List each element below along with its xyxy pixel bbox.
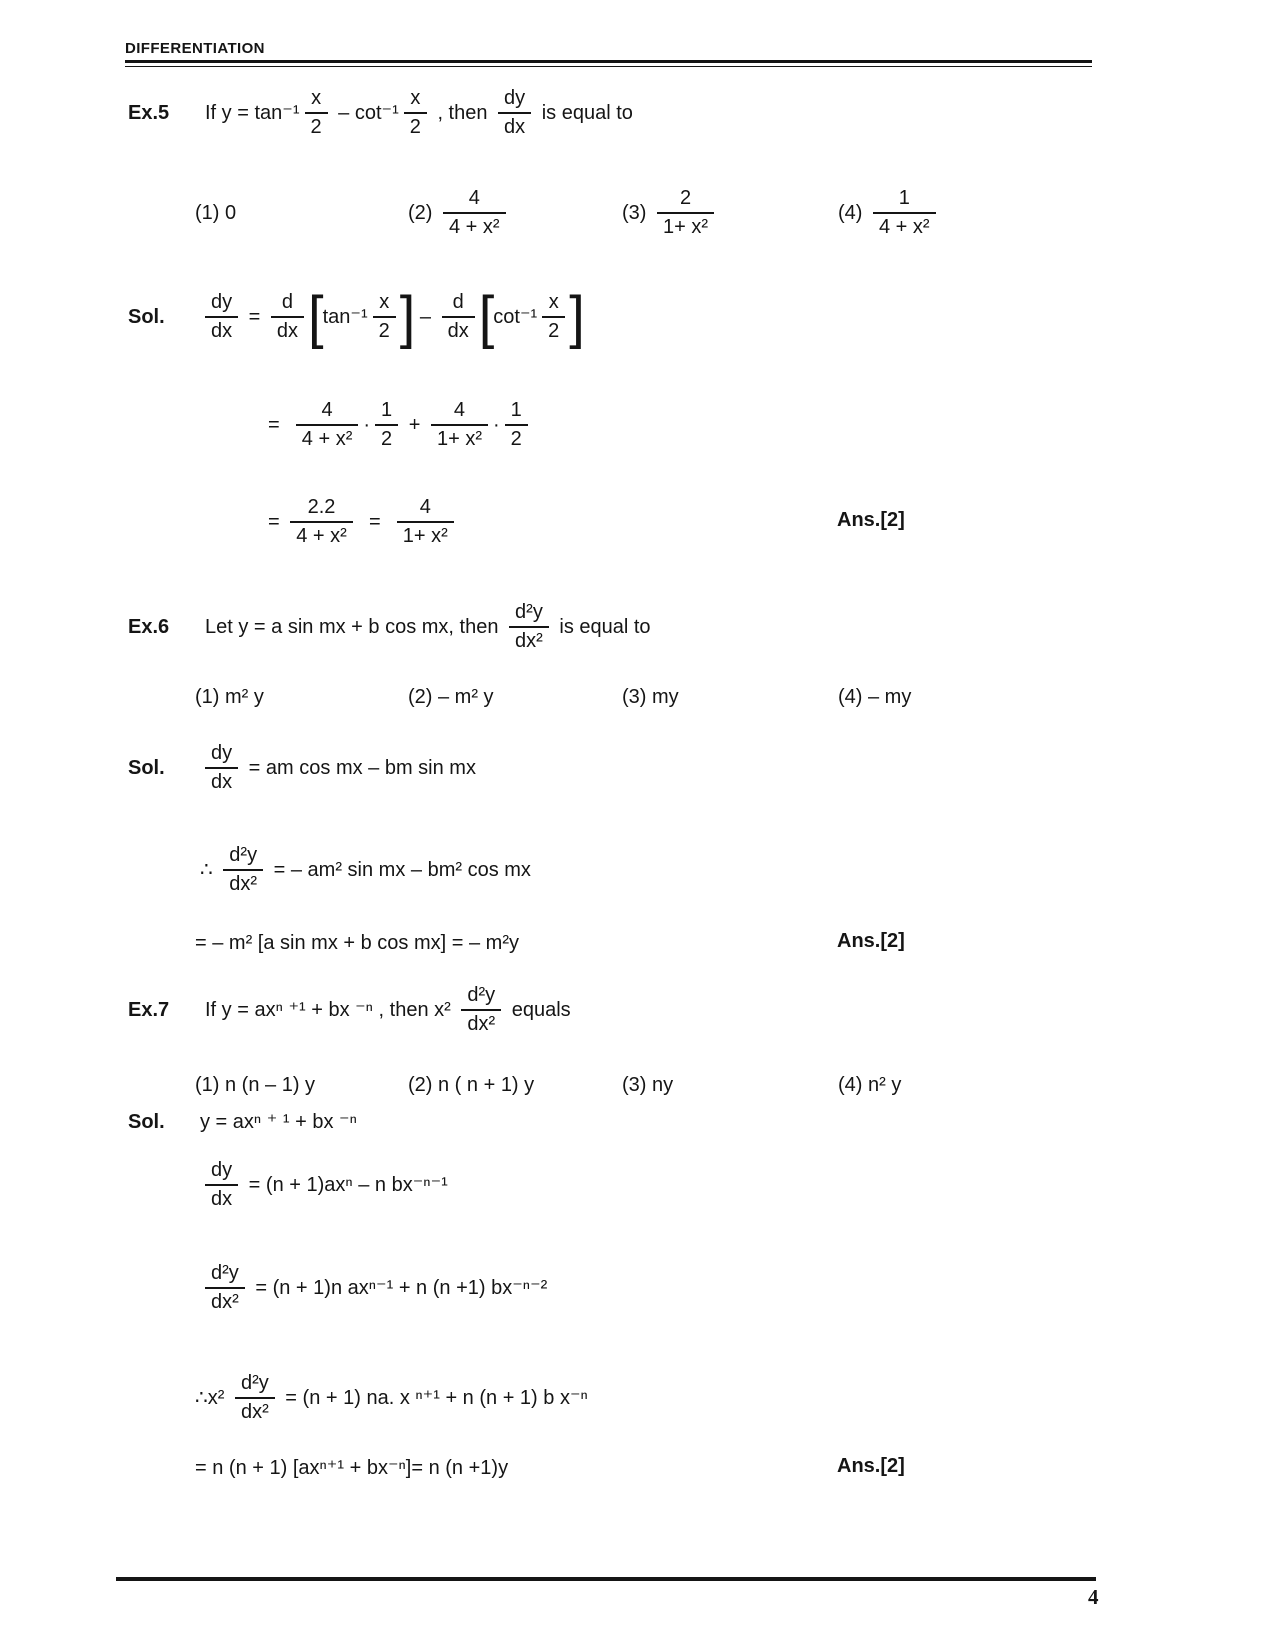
ex5-option-2 <box>408 183 511 243</box>
fraction-option: $\frac{1}{\text{4 + x²}}$ <box>873 187 936 239</box>
fraction-dy-over-dx: $\frac{dy}{dx}$ <box>205 742 238 794</box>
ex5-sol-line3 <box>268 489 459 555</box>
plus-sign: + <box>403 413 426 436</box>
ex5-sol-line1 <box>128 277 584 357</box>
ex5-question <box>128 78 633 148</box>
fraction-d2y-over-dx2: $\frac{\text{d²y}}{\text{dx²}}$ <box>205 1262 245 1314</box>
ex6-question <box>128 592 651 662</box>
option-value: n² y <box>868 1073 902 1096</box>
ex6-label: Ex.6 <box>128 615 170 638</box>
option-number: (1) <box>195 201 225 224</box>
option-value: my <box>652 685 679 708</box>
ex5-question-post: is equal to <box>536 101 633 124</box>
ex6-sol-line3-text: = – m² [a sin mx + b cos mx] = – m²y <box>195 931 519 954</box>
ex7-sol-line5 <box>195 1453 508 1483</box>
sol-label: Sol. <box>128 305 165 328</box>
ex6-sol-line1 <box>128 735 476 801</box>
ex7-sol-line1-text: y = axⁿ ⁺ ¹ + bx ⁻ⁿ <box>200 1110 357 1133</box>
right-bracket: ] <box>569 283 585 350</box>
equals-sign: = <box>268 510 286 533</box>
sol-label: Sol. <box>128 1110 165 1133</box>
left-bracket: [ <box>308 283 324 350</box>
ex6-question-pre: Let y = a sin mx + b cos mx, then <box>205 615 505 638</box>
option-number: (2) <box>408 201 438 224</box>
option-number: (4) <box>838 1073 868 1096</box>
option-number: (2) <box>408 1073 438 1096</box>
ex7-sol-line2-text: = (n + 1)axⁿ – n bx⁻ⁿ⁻¹ <box>243 1173 448 1196</box>
sol-label: Sol. <box>128 756 165 779</box>
option-number: (3) <box>622 1073 652 1096</box>
fraction-dy-over-dx: $\frac{dy}{dx}$ <box>205 291 238 343</box>
ex7-sol-line3 <box>200 1252 547 1324</box>
ex6-option-3 <box>622 682 679 712</box>
option-number: (4) <box>838 201 868 224</box>
inverse-cot-symbol: cot⁻¹ <box>493 305 538 328</box>
option-value: n ( n + 1) y <box>438 1073 535 1096</box>
ex6-option-1 <box>195 682 264 712</box>
ex5-question-pre: If y = <box>205 101 255 124</box>
ex6-sol-line2-text: = – am² sin mx – bm² cos mx <box>268 858 531 881</box>
fraction: $\frac{4}{\text{1+ x²}}$ <box>397 496 454 548</box>
fraction-d2y-over-dx2: $\frac{\text{d²y}}{\text{dx²}}$ <box>509 601 549 653</box>
ex5-option-4 <box>838 183 941 243</box>
therefore-symbol: ∴ <box>200 858 219 881</box>
page-title: DIFFERENTIATION <box>125 40 265 57</box>
fraction-d2y-over-dx2: $\frac{\text{d²y}}{\text{dx²}}$ <box>223 844 263 896</box>
ex7-question-post: equals <box>506 998 571 1021</box>
inverse-tan-symbol: tan⁻¹ <box>322 305 368 328</box>
ex7-option-4 <box>838 1070 901 1100</box>
therefore-symbol: ∴x² <box>195 1386 230 1409</box>
inverse-tan-symbol: tan⁻¹ <box>254 101 300 124</box>
option-number: (1) <box>195 685 225 708</box>
fraction: $\frac{4}{\text{4 + x²}}$ <box>296 399 359 451</box>
fraction-d2y-over-dx2: $\frac{\text{d²y}}{\text{dx²}}$ <box>235 1372 275 1424</box>
ex5-question-then: , then <box>431 101 494 124</box>
ex5-answer-badge: Ans.[2] <box>837 509 905 531</box>
fraction: $\frac{1}{2}$ <box>505 399 528 451</box>
fraction-dy-over-dx: $\frac{dy}{dx}$ <box>205 1159 238 1211</box>
ex7-sol-line5-text: = n (n + 1) [axⁿ⁺¹ + bx⁻ⁿ]= n (n +1)y <box>195 1456 509 1479</box>
ex7-sol-line4-text: = (n + 1) na. x ⁿ⁺¹ + n (n + 1) b x⁻ⁿ <box>279 1386 588 1409</box>
footer-rule <box>116 1577 1096 1581</box>
right-bracket: ] <box>399 283 416 350</box>
option-value: m² y <box>225 685 264 708</box>
ex7-question-pre: If y = axⁿ ⁺¹ + bx ⁻ⁿ , then x² <box>205 998 457 1021</box>
ex6-option-2 <box>408 682 494 712</box>
fraction-d2y-over-dx2: $\frac{\text{d²y}}{\text{dx²}}$ <box>461 984 501 1036</box>
ex7-option-3 <box>622 1070 673 1100</box>
option-value: 0 <box>225 201 237 224</box>
equals-sign: = <box>243 305 266 328</box>
ex7-sol-line2 <box>200 1152 448 1218</box>
ex6-sol-line1-text: = am cos mx – bm sin mx <box>243 756 476 779</box>
ex7-option-1 <box>195 1070 315 1100</box>
ex5-question-mid: – cot⁻¹ <box>332 101 399 124</box>
fraction-x-over-2: $\frac{x}{2}$ <box>305 87 328 139</box>
ex7-label: Ex.7 <box>128 998 170 1021</box>
option-value: n (n – 1) y <box>225 1073 316 1096</box>
ex5-option-3 <box>622 183 719 243</box>
header-rule-thin <box>125 66 1092 67</box>
left-bracket: [ <box>478 283 495 350</box>
fraction-x-over-2: $\frac{x}{2}$ <box>404 87 427 139</box>
fraction: $\frac{1}{2}$ <box>375 399 398 451</box>
ex7-option-2 <box>408 1070 534 1100</box>
ex7-sol-line4 <box>195 1360 588 1436</box>
ex5-sol-line2 <box>268 392 533 458</box>
ex7-answer-badge: Ans.[2] <box>837 1455 905 1477</box>
option-number: (3) <box>622 201 652 224</box>
fraction-dy-over-dx: $\frac{dy}{dx}$ <box>498 87 531 139</box>
ex5-option-1 <box>195 183 236 243</box>
option-value: ny <box>652 1073 674 1096</box>
dot-operator: · <box>493 413 500 436</box>
ex6-sol-line2 <box>200 832 531 908</box>
fraction-option: $\frac{2}{\text{1+ x²}}$ <box>657 187 714 239</box>
fraction-option: $\frac{4}{\text{4 + x²}}$ <box>443 187 506 239</box>
ex7-sol-line3-text: = (n + 1)n axⁿ⁻¹ + n (n +1) bx⁻ⁿ⁻² <box>249 1276 548 1299</box>
equals-sign: = <box>357 510 392 533</box>
option-number: (1) <box>195 1073 225 1096</box>
fraction: $\frac{4}{\text{1+ x²}}$ <box>431 399 488 451</box>
dot-operator: · <box>363 413 371 436</box>
fraction-x-over-2: $\frac{x}{2}$ <box>373 291 396 343</box>
ex6-sol-line3 <box>195 928 519 958</box>
ex6-option-4 <box>838 682 911 712</box>
option-number: (2) <box>408 685 438 708</box>
option-value: – my <box>868 685 912 708</box>
ex7-sol-line1 <box>128 1107 357 1137</box>
equals-sign: = <box>268 413 291 436</box>
option-value: – m² y <box>438 685 494 708</box>
fraction-d-over-dx: $\frac{d}{dx}$ <box>442 291 475 343</box>
header-rule-thick <box>125 60 1092 63</box>
fraction-d-over-dx: $\frac{d}{dx}$ <box>271 291 304 343</box>
ex7-question <box>128 975 571 1045</box>
ex6-question-post: is equal to <box>553 615 651 638</box>
minus-sign: – <box>414 305 437 328</box>
option-number: (3) <box>622 685 652 708</box>
fraction-x-over-2: $\frac{x}{2}$ <box>542 291 565 343</box>
ex6-answer-badge: Ans.[2] <box>837 930 905 952</box>
page-number: 4 <box>1088 1585 1099 1609</box>
option-number: (4) <box>838 685 868 708</box>
fraction: $\frac{2.2}{\text{4 + x²}}$ <box>290 496 353 548</box>
ex5-label: Ex.5 <box>128 101 170 124</box>
